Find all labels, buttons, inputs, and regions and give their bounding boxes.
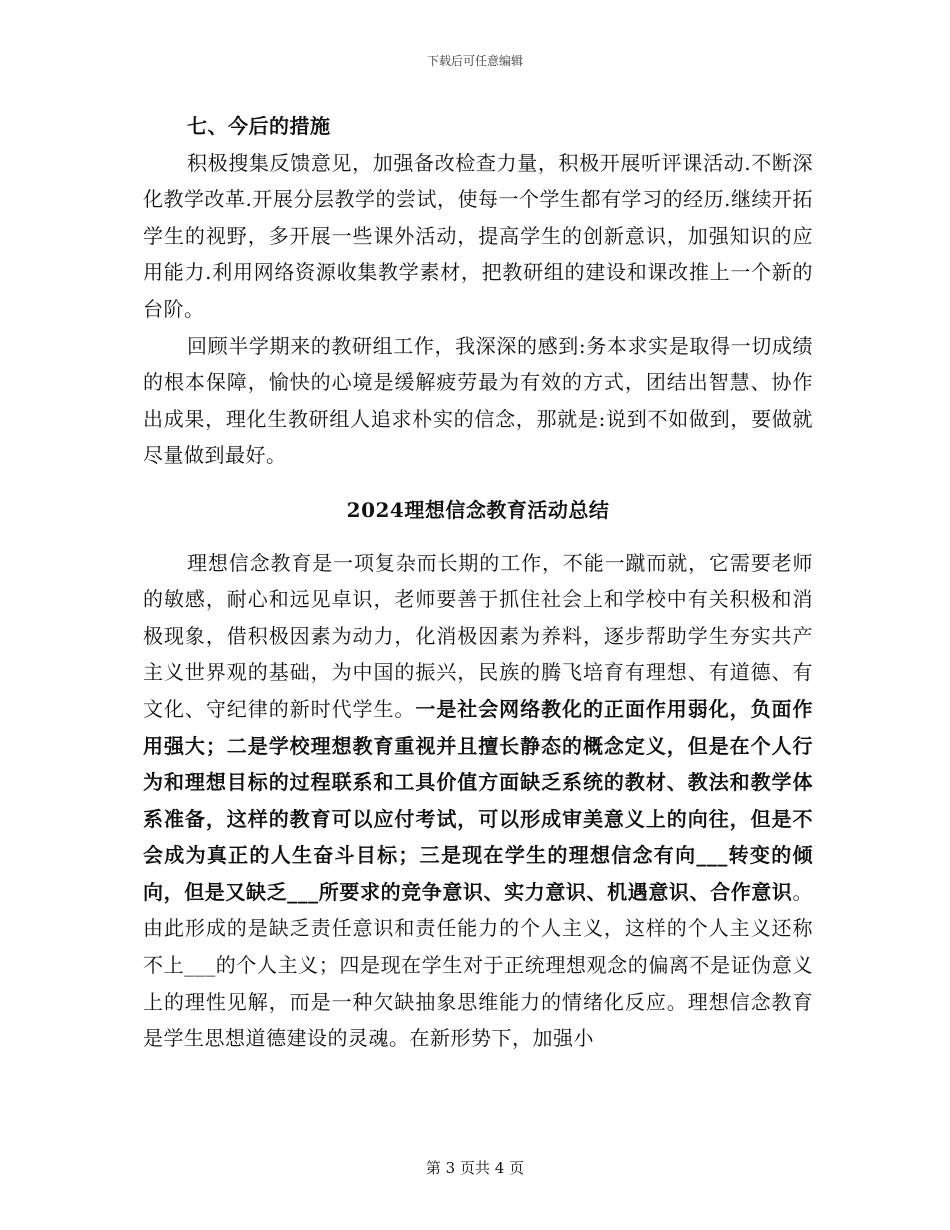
page-number: 第 3 页共 4 页 [425,1159,525,1177]
paragraph-measures: 积极搜集反馈意见，加强备改检查力量，积极开展听评课活动.不断深化教学改革.开展分层教学的尝试，使每一个学生都有学习的经历.继续开拓学生的视野，多开展一些课外活动，提高学生的创新意识，加强知识的应用能力.利用网络资源收集教学素材，把教研组的建设和课改推上一个新的台阶。 [143,150,813,321]
section-heading: 七、今后的措施 [187,114,331,138]
article-tail-text: 。由此形成的是缺乏责任意识和责任能力的个人主义，这样的个人主义还称不上___的个人主义；四是现在学生对于正统理想观念的偏离不是证伪意义上的理性见解，而是一种欠缺抽象思维能力的情绪化反应。理想信念教育是学生思想道德建设的灵魂。在新形势下，加强小 [143,879,813,1051]
article-title: 2024理想信念教育活动总结 [346,497,610,522]
document-body [143,108,813,1057]
paragraph-review: 回顾半学期来的教研组工作，我深深的感到:务本求实是取得一切成绩的根本保障，愉快的心境是缓解疲劳最为有效的方式，团结出智慧、协作出成果，理化生教研组人追求朴实的信念，那就是:说到不如做到，要做就尽量做到最好。 [143,333,813,468]
article-bold-text: 一是社会网络教化的正面作用弱化，负面作用强大；二是学校理想教育重视并且擅长静态的概念定义，但是在个人行为和理想目标的过程联系和工具价值方面缺乏系统的教材、教法和教学体系准备，这样的教育可以应付考试，可以形成审美意义上的向往，但是不会成为真正的人生奋斗目标；三是现在学生的理想信念有向___转变的倾向，但是又缺乏___所要求的竞争意识、实力意识、机遇意识、合作意识 [143,696,814,904]
header-note: 下载后可任意编辑 [426,54,523,68]
article-lead-text: 理想信念教育是一项复杂而长期的工作，不能一蹴而就，它需要老师的敏感，耐心和远见卓识，老师要善于抓住社会上和学校中有关积极和消极现象，借积极因素为动力，化消极因素为养料，逐步帮助学生夯实共产主义世界观的基础，为中国的振兴，民族的腾飞培育有理想、有道德、有文化、守纪律的新时代学生。 [143,550,813,721]
paragraph-article [143,545,813,1057]
